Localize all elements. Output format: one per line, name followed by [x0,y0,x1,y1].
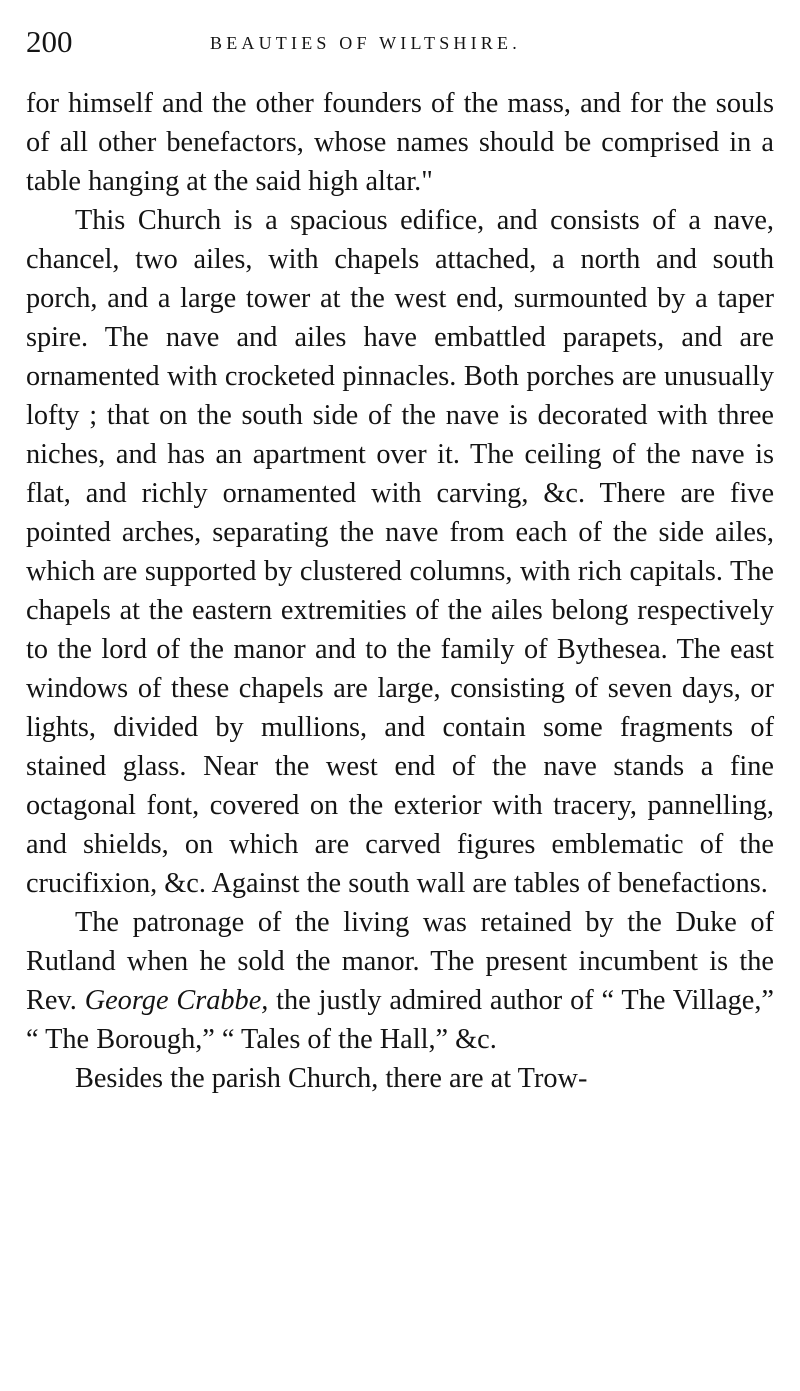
page-header [26,24,774,64]
paragraph-patronage [26,903,774,1059]
page-number: 200 [26,24,73,59]
patronage-text-end: the justly admired author of “ The Village,” “ The Borough,” “ Tales of the Hall,” &c. [26,985,774,1055]
incumbent-name: George Crabbe, [84,985,269,1016]
patronage-text: The patronage of the living was retained by the Duke of Rutland when he sold the manor. The present incumbent is the Rev. [26,907,774,1016]
running-title: BEAUTIES OF WILTSHIRE. [210,33,521,53]
paragraph-continuation: for himself and the other founders of the mass, and for the souls of all other benefactors, whose names should be comprised in a table hanging at the said high altar." [26,88,774,197]
paragraph-besides: Besides the parish Church, there are at Trow- [75,1063,588,1094]
body-text [26,84,774,1098]
paragraph-church-description: This Church is a spacious edifice, and consists of a nave, chancel, two ailes, with chapels attached, a north and south porch, and a large tower at the west end, surmounted by a taper spire. The nave and ailes have embattled parapets, and are ornamented with crocketed pinnacles. Both porches are unusually lofty ; that on the south side of the nave is decorated with three niches, and has an apartment over it. The ceiling of the nave is flat, and richly ornamented with carving, &c. There are five pointed arches, separating the nave from each of the side ailes, which are supported by clustered columns, with rich capitals. The chapels at the eastern extremities of the ailes belong respectively to the lord of the manor and to the family of Bythesea. The east windows of these chapels are large, consisting of seven days, or lights, divided by mullions, and contain some fragments of stained glass. Near the west end of the nave stands a fine octagonal font, covered on the exterior with tracery, pannelling, and shields, on which are carved figures emblematic of the crucifixion, &c. Against the south wall are tables of benefactions. [26,205,774,899]
